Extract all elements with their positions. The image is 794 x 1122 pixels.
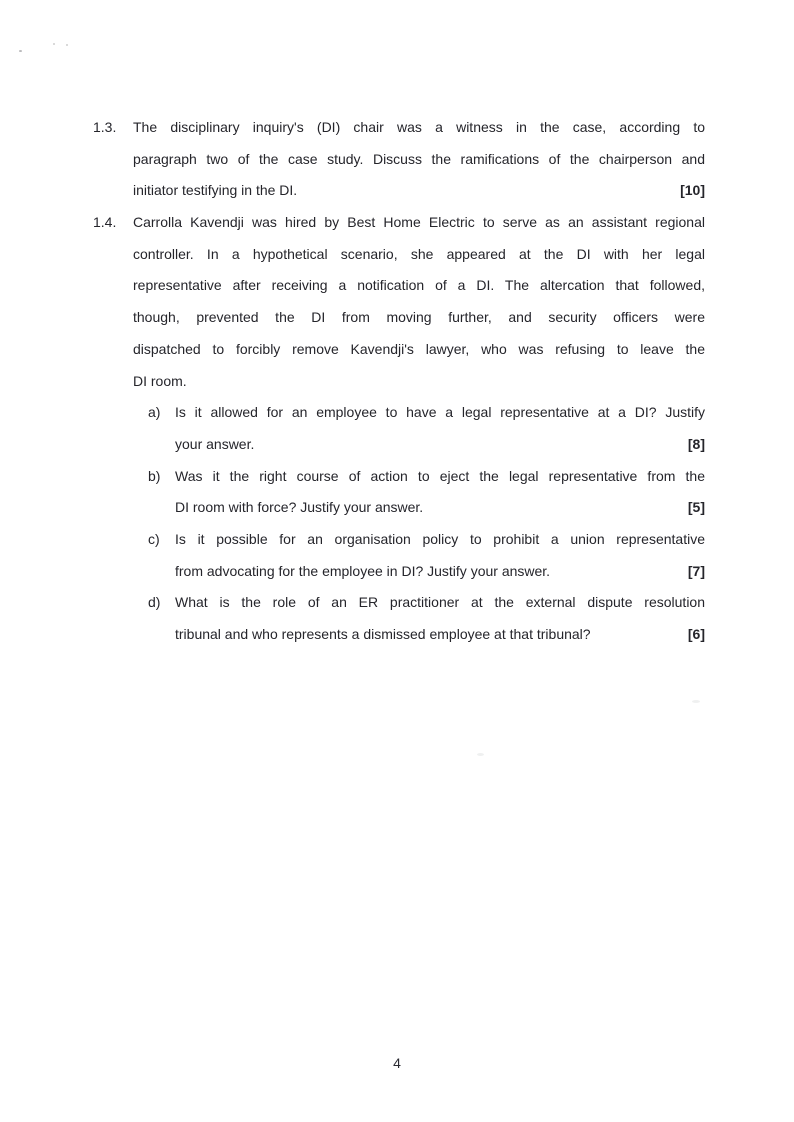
sub-question-text-line: Was it the right course of action to eject the legal representative from the [175, 467, 705, 484]
sub-question-c [148, 524, 705, 587]
sub-question-text-line: your answer. [175, 435, 255, 452]
question-text-line: dispatched to forcibly remove Kavendji's lawyer, who was refusing to leave the [133, 340, 705, 357]
sub-question-last-line [175, 619, 705, 651]
question-text-line: though, prevented the DI from moving further, and security officers were [133, 309, 705, 326]
question-text-line: initiator testifying in the DI. [133, 182, 298, 199]
question-text-line: The disciplinary inquiry's (DI) chair was a witness in the case, according to [133, 119, 705, 135]
scan-artifact [692, 700, 700, 703]
scan-artifact [19, 50, 22, 52]
sub-question-last-line [175, 492, 705, 524]
sub-question-body [175, 461, 705, 524]
question-number: 1.4. [93, 214, 117, 231]
questions-section [93, 112, 705, 651]
page-number: 4 [393, 1055, 401, 1071]
sub-question-last-line [175, 556, 705, 588]
sub-question-label: d) [148, 594, 161, 611]
scan-artifact [66, 44, 68, 46]
question-1-4 [93, 207, 705, 651]
sub-question-label: c) [148, 530, 160, 547]
question-text-line: controller. In a hypothetical scenario, she appeared at the DI with her legal [133, 245, 705, 262]
sub-question-last-line [175, 429, 705, 461]
marks-badge: [6] [687, 626, 705, 642]
sub-questions [148, 397, 705, 651]
sub-question-d [148, 587, 705, 650]
question-text-line: Carrolla Kavendji was hired by Best Home Electric to serve as an assistant regional [133, 214, 705, 231]
question-1-3 [93, 112, 705, 207]
scan-artifact [53, 43, 55, 45]
sub-question-body [175, 524, 705, 587]
question-body [133, 112, 705, 207]
sub-question-label: a) [148, 404, 161, 421]
sub-question-text-line: from advocating for the employee in DI? Justify your answer. [175, 562, 551, 579]
sub-question-text-line: DI room with force? Justify your answer. [175, 499, 424, 516]
sub-question-text-line: tribunal and who represents a dismissed employee at that tribunal? [175, 626, 591, 642]
marks-badge: [8] [687, 435, 705, 452]
sub-question-label: b) [148, 467, 161, 484]
question-text-line: paragraph two of the case study. Discuss the ramifications of the chairperson and [133, 150, 705, 167]
question-text-line: representative after receiving a notification of a DI. The altercation that followed, [133, 277, 705, 294]
question-last-line [133, 175, 705, 207]
marks-badge: [10] [680, 182, 705, 199]
marks-badge: [5] [687, 499, 705, 516]
sub-question-b [148, 461, 705, 524]
question-body [133, 207, 705, 651]
question-number: 1.3. [93, 119, 117, 135]
sub-question-text-line: What is the role of an ER practitioner at the external dispute resolution [175, 594, 705, 611]
question-last-line: DI room. [133, 372, 187, 389]
sub-question-text-line: Is it allowed for an employee to have a legal representative at a DI? Justify [175, 404, 705, 421]
scan-artifact [477, 753, 484, 756]
sub-question-a [148, 397, 705, 460]
sub-question-body [175, 397, 705, 460]
sub-question-text-line: Is it possible for an organisation policy to prohibit a union representative [175, 530, 705, 547]
marks-badge: [7] [687, 562, 705, 579]
sub-question-body [175, 587, 705, 650]
